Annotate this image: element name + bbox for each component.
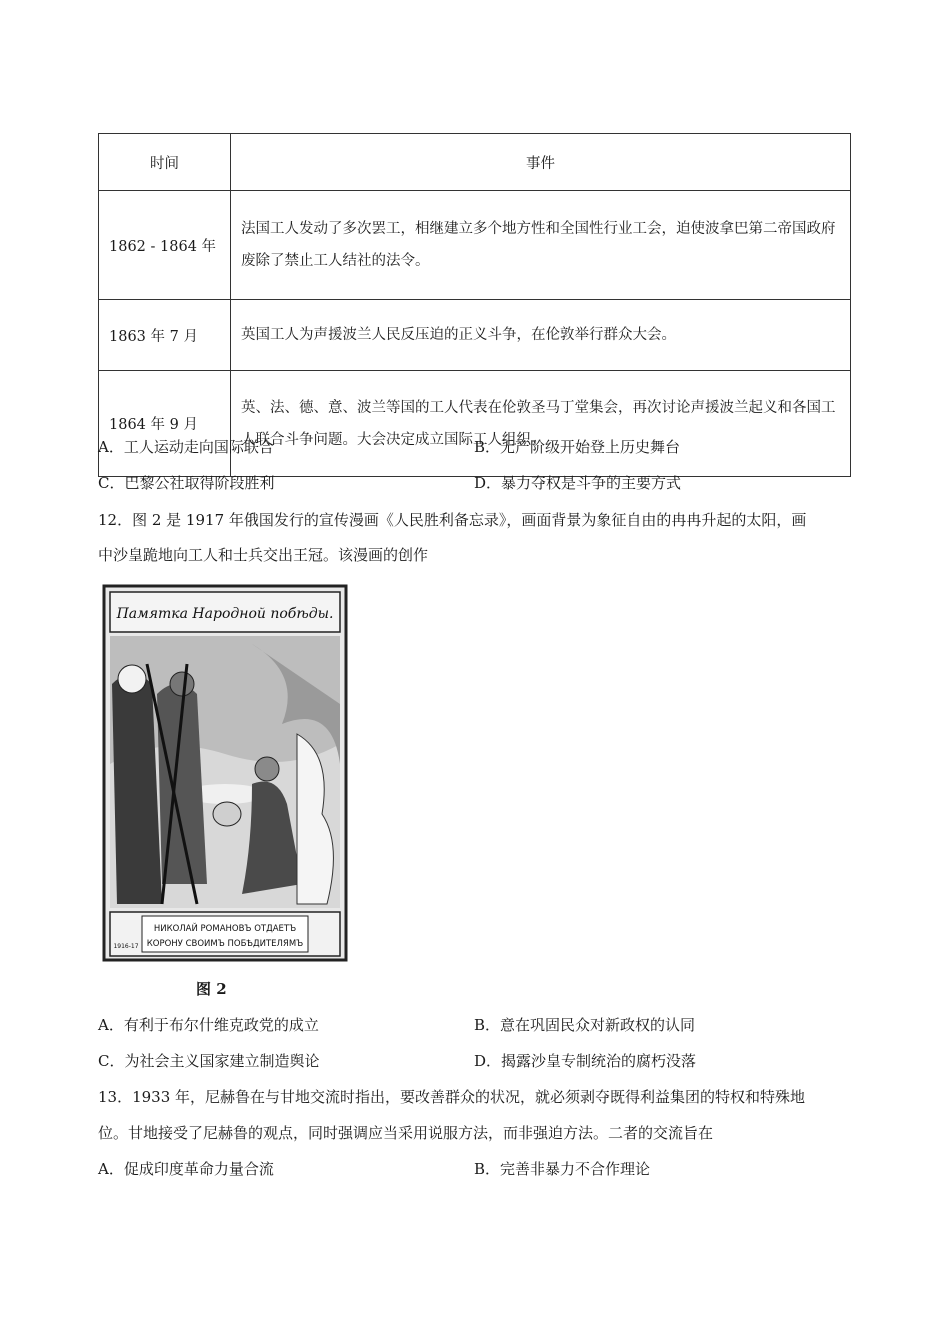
q12-option-d[interactable]: D．揭露沙皇专制统治的腐朽没落	[474, 1052, 697, 1070]
q12-option-b[interactable]: B．意在巩固民众对新政权的认同	[474, 1016, 696, 1034]
q11-option-b[interactable]: B．无产阶级开始登上历史舞台	[474, 438, 681, 456]
table-header-time: 时间	[99, 134, 231, 191]
q12-option-a[interactable]: A．有利于布尔什维克政党的成立	[98, 1016, 319, 1034]
table-cell-time: 1864 年 9 月	[99, 371, 231, 477]
q13-stem-line1: 13．1933 年，尼赫鲁在与甘地交流时指出，要改善群众的状况，就必须剥夺既得利益集团的特权和特殊地	[98, 1088, 806, 1106]
q13-option-a[interactable]: A．促成印度革命力量合流	[98, 1160, 274, 1178]
q13-stem-line2: 位。甘地接受了尼赫鲁的观点，同时强调应当采用说服方法，而非强迫方法。二者的交流旨在	[98, 1124, 714, 1142]
figure-caption: 图 2	[196, 980, 227, 998]
table-cell-event: 英国工人为声援波兰人民反压迫的正义斗争，在伦敦举行群众大会。	[231, 300, 851, 371]
table-header-event: 事件	[231, 134, 851, 191]
q11-option-a[interactable]: A．工人运动走向国际联合	[98, 438, 274, 456]
table-row	[99, 191, 851, 300]
events-table	[98, 133, 851, 477]
propaganda-poster-figure	[102, 584, 348, 962]
poster-illustration	[102, 584, 348, 962]
q11-option-d[interactable]: D．暴力夺权是斗争的主要方式	[474, 474, 682, 492]
table-cell-time: 1862 - 1864 年	[99, 191, 231, 300]
table-cell-event: 英、法、德、意、波兰等国的工人代表在伦敦圣马丁堂集会，再次讨论声援波兰起义和各国工人联合斗争问题。大会决定成立国际工人组织。	[231, 371, 851, 477]
poster-bottom-text-1: НИКОЛАЙ РОМАНОВЪ ОТДАЕТЪ	[153, 924, 297, 934]
table-row	[99, 371, 851, 477]
q12-stem-line1: 12．图 2 是 1917 年俄国发行的宣传漫画《人民胜利备忘录》，画面背景为象征自由的冉冉升起的太阳，画	[98, 511, 807, 529]
q12-stem-line2: 中沙皇跪地向工人和士兵交出王冠。该漫画的创作	[98, 546, 429, 564]
q13-option-b[interactable]: B．完善非暴力不合作理论	[474, 1160, 651, 1178]
q11-option-c[interactable]: C．巴黎公社取得阶段胜利	[98, 474, 275, 492]
poster-bottom-text-2: КОРОНУ СВОИМЪ ПОБѢДИТЕЛЯМЪ	[146, 939, 304, 949]
table-cell-time: 1863 年 7 月	[99, 300, 231, 371]
poster-year-text: 1916-17	[113, 943, 139, 950]
table-cell-event: 法国工人发动了多次罢工，相继建立多个地方性和全国性行业工会，迫使波拿巴第二帝国政府废除了禁止工人结社的法令。	[231, 191, 851, 300]
poster-title-text: Памятка Народной побѣды.	[116, 606, 334, 622]
q12-option-c[interactable]: C．为社会主义国家建立制造舆论	[98, 1052, 320, 1070]
table-row	[99, 300, 851, 371]
